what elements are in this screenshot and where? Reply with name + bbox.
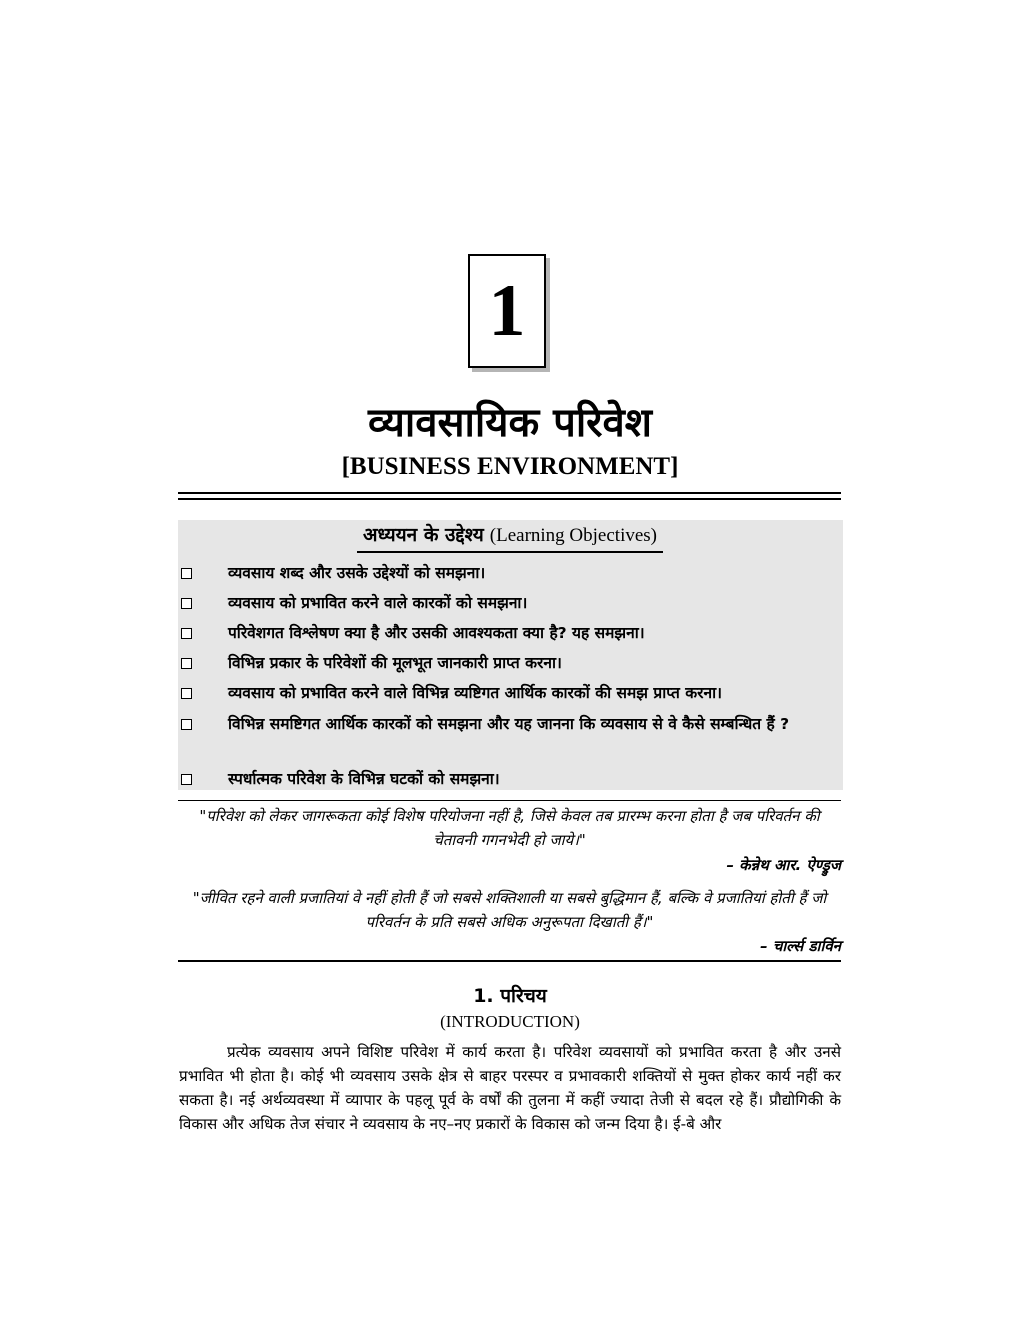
quote-text: "परिवेश को लेकर जागरूकता कोई विशेष परियोजना नहीं है, जिसे केवल तब प्रारम्भ करना होता है जब परिवर्तन की चेतावनी गगनभेदी हो जाये।"	[199, 807, 820, 849]
checkbox-bullet-icon	[181, 688, 192, 699]
quotes-divider-bottom	[178, 960, 841, 962]
chapter-number-box	[468, 254, 546, 368]
quote-text: "जीवित रहने वाली प्रजातियां वे नहीं होती हैं जो सबसे शक्तिशाली या सबसे बुद्धिमान हैं, बल्कि वे प्रजातियां होती हैं जो परिवर्तन के प्रति सबसे अधिक अनुरूपता दिखाती हैं।"	[192, 889, 827, 931]
checkbox-bullet-icon	[181, 774, 192, 785]
body-paragraph: प्रत्येक व्यवसाय अपने विशिष्ट परिवेश में कार्य करता है। परिवेश व्यवसायों को प्रभावित करता है और उनसे प्रभावित भी होता है। कोई भी व्यवसाय उसके क्षेत्र से बाहर परस्पर व प्रभावकारी शक्तियों से मुक्त होकर कार्य नहीं कर सकता है। नई अर्थव्यवस्था में व्यापार के पहलू पूर्व के वर्षों की तुलना में कहीं ज्यादा तेजी से बदल रहे हैं। प्रौद्योगिकी के विकास और अधिक तेज संचार ने व्यवसाय के नए–नए प्रकारों के विकास को जन्म दिया है। ई-बे और	[179, 1043, 841, 1133]
objective-text: परिवेशगत विश्लेषण क्या है और उसकी आवश्यकता क्या है? यह समझना।	[228, 624, 645, 642]
objective-text: व्यवसाय शब्द और उसके उद्देश्यों को समझना।	[228, 564, 486, 582]
section-subtitle: (INTRODUCTION)	[440, 1012, 580, 1031]
learning-objectives-heading	[0, 521, 1020, 553]
objective-text: विभिन्न समष्टिगत आर्थिक कारकों को समझना और यह जानना कि व्यवसाय से वे कैसे सम्बन्धित हैं ?	[228, 715, 790, 733]
quote-author: – चार्ल्स डार्विन	[760, 937, 841, 955]
quotes-divider-top	[178, 800, 841, 801]
objectives-heading-english: (Learning Objectives)	[489, 525, 657, 546]
checkbox-bullet-icon	[181, 658, 192, 669]
objective-text: विभिन्न प्रकार के परिवेशों की मूलभूत जानकारी प्राप्त करना।	[228, 654, 562, 672]
title-divider-bottom	[178, 498, 841, 500]
section-title: 1. परिचय	[473, 985, 547, 1007]
checkbox-bullet-icon	[181, 719, 192, 730]
title-divider-top	[178, 492, 841, 494]
objective-text: व्यवसाय को प्रभावित करने वाले कारकों को समझना।	[228, 594, 528, 612]
chapter-title-english: [BUSINESS ENVIRONMENT]	[341, 453, 679, 480]
objective-text: स्पर्धात्मक परिवेश के विभिन्न घटकों को समझना।	[228, 770, 500, 788]
checkbox-bullet-icon	[181, 628, 192, 639]
chapter-title-hindi: व्यावसायिक परिवेश	[368, 400, 652, 446]
quote-author: – केन्नेथ आर. ऐण्ड्रुज	[726, 856, 841, 874]
checkbox-bullet-icon	[181, 568, 192, 579]
objective-text: व्यवसाय को प्रभावित करने वाले विभिन्न व्यष्टिगत आर्थिक कारकों की समझ प्राप्त करना।	[228, 684, 722, 702]
chapter-number: 1	[488, 270, 526, 352]
objectives-heading-hindi: अध्ययन के उद्देश्य	[362, 524, 484, 546]
checkbox-bullet-icon	[181, 598, 192, 609]
